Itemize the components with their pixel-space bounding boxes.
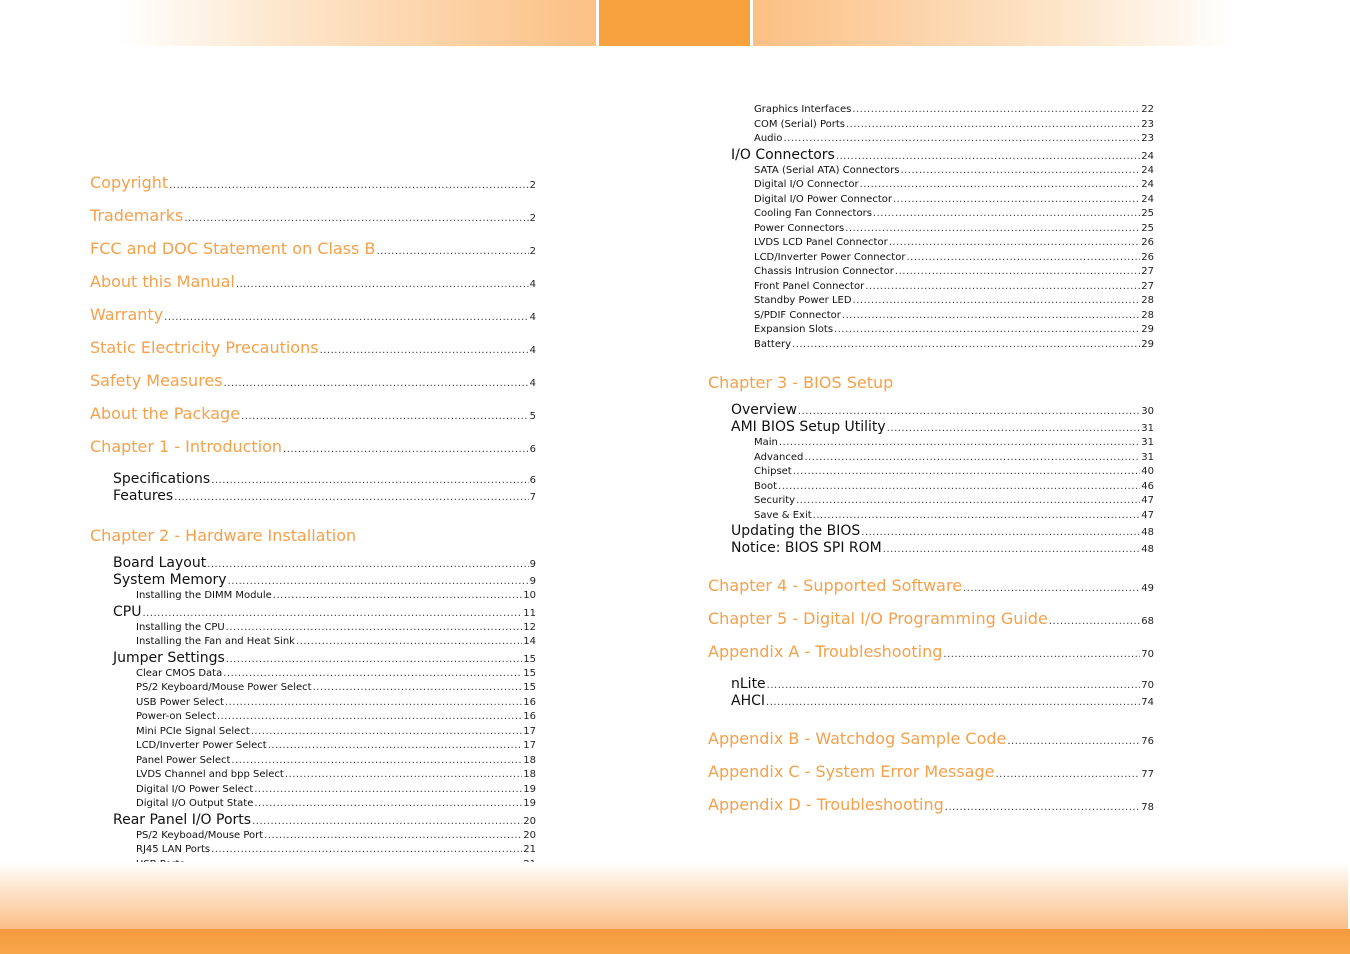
toc-page-number: 47 [1141,495,1154,506]
toc-entry[interactable] [90,269,536,302]
toc-leader-dots [792,338,1140,353]
toc-entry-title: Jumper Settings [113,649,225,666]
toc-leader-dots [895,265,1140,280]
toc-entry[interactable] [90,302,536,335]
toc-entry-title: FCC and DOC Statement on Class B [90,239,376,258]
header-gradient-right [753,0,1235,46]
toc-entry-title: RJ45 LAN Ports [136,844,211,855]
toc-page-number: 29 [1141,324,1154,335]
toc-leader-dots [853,294,1141,309]
toc-entry[interactable] [708,676,1154,693]
toc-leader-dots [164,305,528,331]
toc-leader-dots [236,272,529,298]
toc-leader-dots [207,556,528,572]
toc-leader-dots [865,280,1140,295]
toc-entry-title: Chassis Intrusion Connector [754,266,894,277]
toc-entry-title: LCD/Inverter Power Connector [754,251,906,263]
toc-page-number: 5 [529,411,536,422]
toc-leader-dots [861,524,1140,540]
toc-entry-title: Chapter 5 - Digital I/O Programming Guide [708,609,1048,628]
toc-leader-dots [793,465,1141,480]
toc-page-number: 19 [523,783,536,795]
toc-leader-dots [211,843,522,858]
toc-entry[interactable] [708,147,1154,164]
toc-page-number: 16 [523,696,536,708]
toc-leader-dots [320,338,529,364]
toc-entry-title: PS/2 Keyboard/Mouse Power Select [136,682,312,693]
toc-page-number: 74 [1141,697,1154,708]
toc-page-number: 47 [1141,509,1154,521]
toc-entry-title: LCD/Inverter Power Select [136,740,267,751]
toc-entry-title: Advanced [754,451,804,463]
toc-entry[interactable] [90,829,536,844]
toc-entry[interactable] [90,650,536,667]
toc-column-right [708,103,1154,825]
toc-leader-dots [846,118,1140,133]
toc-page-number: 18 [523,769,536,780]
toc-leader-dots [798,403,1140,419]
toc-leader-dots [231,754,522,769]
toc-leader-dots [963,576,1140,602]
toc-page-number: 68 [1141,616,1154,627]
toc-entry[interactable] [708,132,1154,147]
toc-page-number: 70 [1141,649,1154,660]
toc-page-number: 23 [1141,133,1154,144]
toc-entry-title: Appendix C - System Error Message [708,762,995,781]
toc-entry-title: Panel Power Select [136,754,231,766]
toc-entry[interactable] [708,178,1154,193]
toc-leader-dots [273,589,522,604]
toc-leader-dots [778,480,1140,495]
toc-entry[interactable] [708,207,1154,222]
toc-entry-title: Chapter 4 - Supported Software [708,576,963,595]
toc-leader-dots [804,451,1140,466]
toc-leader-dots [852,103,1140,118]
toc-entry[interactable] [90,768,536,783]
toc-entry[interactable] [708,639,1154,672]
toc-leader-dots [224,371,529,397]
toc-entry[interactable] [90,635,536,650]
toc-entry[interactable] [90,488,536,505]
toc-leader-dots [813,509,1141,524]
toc-entry[interactable] [90,696,536,711]
toc-page-number: 14 [523,636,536,647]
toc-entry-title: Features [113,488,174,504]
toc-page-number: 18 [523,754,536,766]
toc-entry-title: Chipset [754,466,792,477]
toc-page-number: 77 [1141,769,1154,780]
toc-entry-title: Static Electricity Precautions [90,338,319,357]
toc-entry-title: Installing the Fan and Heat Sink [136,636,295,647]
toc-page-number: 4 [529,312,536,323]
toc-entry[interactable] [708,280,1154,295]
toc-entry[interactable] [90,368,536,401]
toc-leader-dots [254,797,522,812]
toc-leader-dots [169,173,528,199]
toc-leader-dots [766,694,1140,710]
toc-leader-dots [142,605,522,621]
toc-leader-dots [906,251,1140,266]
toc-page-number: 76 [1141,736,1154,747]
toc-entry[interactable] [708,606,1154,639]
toc-leader-dots [226,621,523,636]
toc-entry-title: AMI BIOS Setup Utility [731,419,886,435]
toc-entry-title: Installing the CPU [136,621,225,633]
toc-entry[interactable] [708,164,1154,179]
toc-entry[interactable] [708,222,1154,237]
toc-entry-title: Digital I/O Power Select [136,783,254,795]
toc-page-number: 28 [1141,295,1154,306]
toc-leader-dots [995,762,1140,788]
toc-page-number: 27 [1141,280,1154,292]
toc-entry-title: USB Power Select [136,696,224,708]
toc-entry[interactable] [90,401,536,434]
toc-entry[interactable] [708,323,1154,338]
toc-entry-title: I/O Connectors [731,146,835,163]
toc-page-number: 30 [1141,406,1154,417]
toc-page-number: 9 [529,559,536,570]
toc-leader-dots [873,207,1140,222]
toc-leader-dots [217,710,522,725]
toc-leader-dots [376,239,528,265]
toc-entry[interactable] [90,725,536,740]
toc-entry[interactable] [708,338,1154,353]
toc-page-number: 24 [1141,179,1154,190]
toc-entry-title: Boot [754,480,778,492]
toc-page-number: 40 [1141,466,1154,477]
toc-leader-dots [860,178,1141,193]
toc-leader-dots [254,783,522,798]
toc-entry[interactable] [708,118,1154,133]
toc-entry[interactable] [708,436,1154,451]
toc-entry-title: Updating the BIOS [731,523,861,539]
toc-entry-title: Overview [731,402,797,418]
toc-entry[interactable] [708,480,1154,495]
toc-entry[interactable] [90,604,536,621]
toc-entry[interactable] [708,236,1154,251]
toc-page-number: 27 [1141,266,1154,277]
toc-leader-dots [883,541,1141,557]
toc-leader-dots [211,472,528,488]
toc-entry[interactable] [708,265,1154,280]
toc-leader-dots [241,404,529,430]
toc-entry-title: Battery [754,338,792,350]
toc-entry[interactable] [708,759,1154,792]
toc-page-number: 26 [1141,237,1154,248]
toc-entry-title: Installing the DIMM Module [136,590,272,601]
toc-entry[interactable] [708,509,1154,524]
toc-entry[interactable] [90,203,536,236]
toc-entry[interactable] [90,434,536,467]
toc-entry-title: CPU [113,603,142,620]
toc-entry[interactable] [708,792,1154,825]
toc-entry-title: Clear CMOS Data [136,667,223,679]
toc-entry-title: Save & Exit [754,509,812,521]
toc-page-number: 16 [523,711,536,722]
toc-page-number: 29 [1141,338,1154,350]
toc-leader-dots [252,813,522,829]
toc-page-number: 15 [523,682,536,693]
toc-entry[interactable] [708,294,1154,309]
toc-leader-dots [943,642,1140,668]
toc-entry-title: Standby Power LED [754,295,852,306]
toc-entry-title: Board Layout [113,555,207,571]
toc-entry-title: Chapter 1 - Introduction [90,437,283,456]
toc-entry-title: PS/2 Keyboad/Mouse Port [136,829,264,841]
toc-entry[interactable] [90,555,536,572]
header-gradient-left [118,0,596,46]
toc-entry-title: Trademarks [90,206,184,225]
toc-entry[interactable] [90,667,536,682]
toc-leader-dots [834,323,1140,338]
toc-entry[interactable] [90,335,536,368]
toc-page-number: 9 [529,576,536,587]
toc-leader-dots [285,768,522,783]
toc-page-number: 19 [523,798,536,809]
toc-entry[interactable] [90,589,536,604]
toc-entry-title: Notice: BIOS SPI ROM [731,540,882,556]
toc-page-number: 20 [523,815,536,827]
toc-entry[interactable] [90,797,536,812]
toc-leader-dots [184,206,528,232]
toc-page-number: 46 [1141,480,1154,492]
toc-chapter-heading: Chapter 2 - Hardware Installation [90,526,357,545]
toc-page-number: 2 [529,180,536,191]
toc-leader-dots [845,222,1140,237]
header-tab-block [599,0,750,46]
toc-leader-dots [796,494,1140,509]
toc-entry[interactable] [90,783,536,798]
toc-page-number: 24 [1141,150,1154,162]
toc-leader-dots [1007,729,1140,755]
toc-page-number: 2 [529,246,536,257]
toc-page-number: 4 [529,279,536,290]
toc-entry[interactable] [90,236,536,269]
toc-leader-dots [887,420,1141,436]
toc-leader-dots [226,651,522,667]
toc-entry[interactable] [90,739,536,754]
toc-entry-title: Security [754,495,796,506]
toc-entry-title: System Memory [113,572,227,588]
toc-page-number: 49 [1141,583,1154,594]
toc-entry-title: Main [754,437,778,448]
footer-bar [0,929,1350,954]
toc-page-number: 25 [1141,208,1154,219]
toc-entry-title: nLite [731,676,766,692]
toc-entry-title: S/PDIF Connector [754,309,841,321]
toc-page-number: 31 [1141,451,1154,463]
toc-entry-title: Warranty [90,305,164,324]
toc-leader-dots [945,795,1141,821]
toc-entry[interactable] [90,572,536,589]
toc-entry-title: Digital I/O Output State [136,798,254,809]
toc-entry[interactable] [708,451,1154,466]
toc-entry-title: Cooling Fan Connectors [754,208,872,219]
toc-page-number: 7 [529,492,536,503]
toc-leader-dots [1049,609,1140,635]
toc-entry[interactable] [90,621,536,636]
toc-page-number: 6 [529,475,536,486]
toc-page-number: 48 [1141,544,1154,555]
toc-entry-title: Digital I/O Connector [754,179,859,190]
toc-page-number: 70 [1141,680,1154,691]
toc-entry-title: Power Connectors [754,222,845,234]
toc-page-number: 25 [1141,222,1154,234]
toc-page-number: 6 [529,444,536,455]
toc-leader-dots [842,309,1140,324]
toc-entry[interactable] [90,471,536,488]
toc-leader-dots [779,436,1140,451]
toc-entry-title: Front Panel Connector [754,280,865,292]
toc-entry[interactable] [708,103,1154,118]
toc-leader-dots [767,677,1141,693]
footer-gradient [0,862,1348,930]
toc-page-number: 28 [1141,309,1154,321]
toc-entry[interactable] [708,540,1154,557]
toc-entry[interactable] [90,843,536,858]
toc-entry-title: Mini PCIe Signal Select [136,725,250,737]
toc-entry[interactable] [708,693,1154,710]
toc-page-number: 2 [529,213,536,224]
toc-page-number: 15 [523,653,536,665]
toc-page-number: 12 [523,621,536,633]
toc-leader-dots [223,667,522,682]
toc-leader-dots [893,193,1140,208]
toc-page-number: 17 [523,740,536,751]
toc-leader-dots [296,635,522,650]
toc-entry-title: Appendix D - Troubleshooting [708,795,944,814]
toc-entry-title: Copyright [90,173,169,192]
toc-page-number: 11 [523,607,536,619]
toc-chapter-heading: Chapter 3 - BIOS Setup [708,373,894,392]
toc-entry[interactable] [90,681,536,696]
toc-leader-dots [313,681,523,696]
toc-entry-title: About this Manual [90,272,235,291]
toc-leader-dots [889,236,1141,251]
toc-entry-title: Rear Panel I/O Ports [113,811,252,828]
toc-leader-dots [228,573,529,589]
toc-page-number: 23 [1141,118,1154,130]
toc-entry-title: Safety Measures [90,371,223,390]
toc-entry[interactable] [708,465,1154,480]
toc-entry-title: About the Package [90,404,241,423]
toc-leader-dots [251,725,523,740]
toc-entry[interactable] [708,573,1154,606]
toc-entry[interactable] [90,754,536,769]
toc-page-number: 10 [523,590,536,601]
toc-entry-title: Graphics Interfaces [754,104,852,115]
toc-entry-title: Power-on Select [136,711,216,722]
toc-entry-title: COM (Serial) Ports [754,118,845,130]
toc-page-number: 17 [523,725,536,737]
toc-page-number: 78 [1141,802,1154,813]
toc-page-number: 4 [529,378,536,389]
toc-entry-title: LVDS LCD Panel Connector [754,237,888,248]
toc-page-number: 26 [1141,251,1154,263]
toc-leader-dots [783,132,1140,147]
toc-leader-dots [283,437,529,463]
toc-entry-title: SATA (Serial ATA) Connectors [754,164,900,176]
toc-page-number: 31 [1141,437,1154,448]
toc-entry-title: LVDS Channel and bpp Select [136,769,284,780]
toc-entry[interactable] [90,812,536,829]
toc-leader-dots [836,148,1140,164]
toc-column-left [90,170,536,872]
toc-leader-dots [225,696,522,711]
toc-entry-title: Expansion Slots [754,324,834,335]
toc-entry-title: Digital I/O Power Connector [754,193,892,205]
toc-entry[interactable] [708,309,1154,324]
toc-leader-dots [900,164,1140,179]
toc-entry[interactable] [708,193,1154,208]
toc-page-number: 31 [1141,423,1154,434]
toc-page-number: 24 [1141,164,1154,176]
toc-page-number: 24 [1141,193,1154,205]
toc-page-number: 48 [1141,527,1154,538]
toc-entry[interactable] [708,726,1154,759]
toc-page-number: 20 [523,829,536,841]
toc-entry-title: Specifications [113,471,211,487]
toc-entry-title: Appendix A - Troubleshooting [708,642,943,661]
toc-entry-title: AHCI [731,693,766,709]
toc-entry[interactable] [90,170,536,203]
toc-entry[interactable] [90,710,536,725]
toc-entry[interactable] [708,523,1154,540]
toc-leader-dots [174,489,528,505]
toc-page-number: 15 [523,667,536,679]
toc-entry-title: Appendix B - Watchdog Sample Code [708,729,1007,748]
toc-entry[interactable] [708,494,1154,509]
toc-entry[interactable] [708,419,1154,436]
toc-leader-dots [268,739,523,754]
toc-leader-dots [264,829,522,844]
toc-page-number: 21 [523,844,536,855]
toc-entry-title: Audio [754,133,783,144]
toc-entry[interactable] [708,251,1154,266]
toc-page-number: 4 [529,345,536,356]
toc-page-number: 22 [1141,104,1154,115]
toc-entry[interactable] [708,402,1154,419]
